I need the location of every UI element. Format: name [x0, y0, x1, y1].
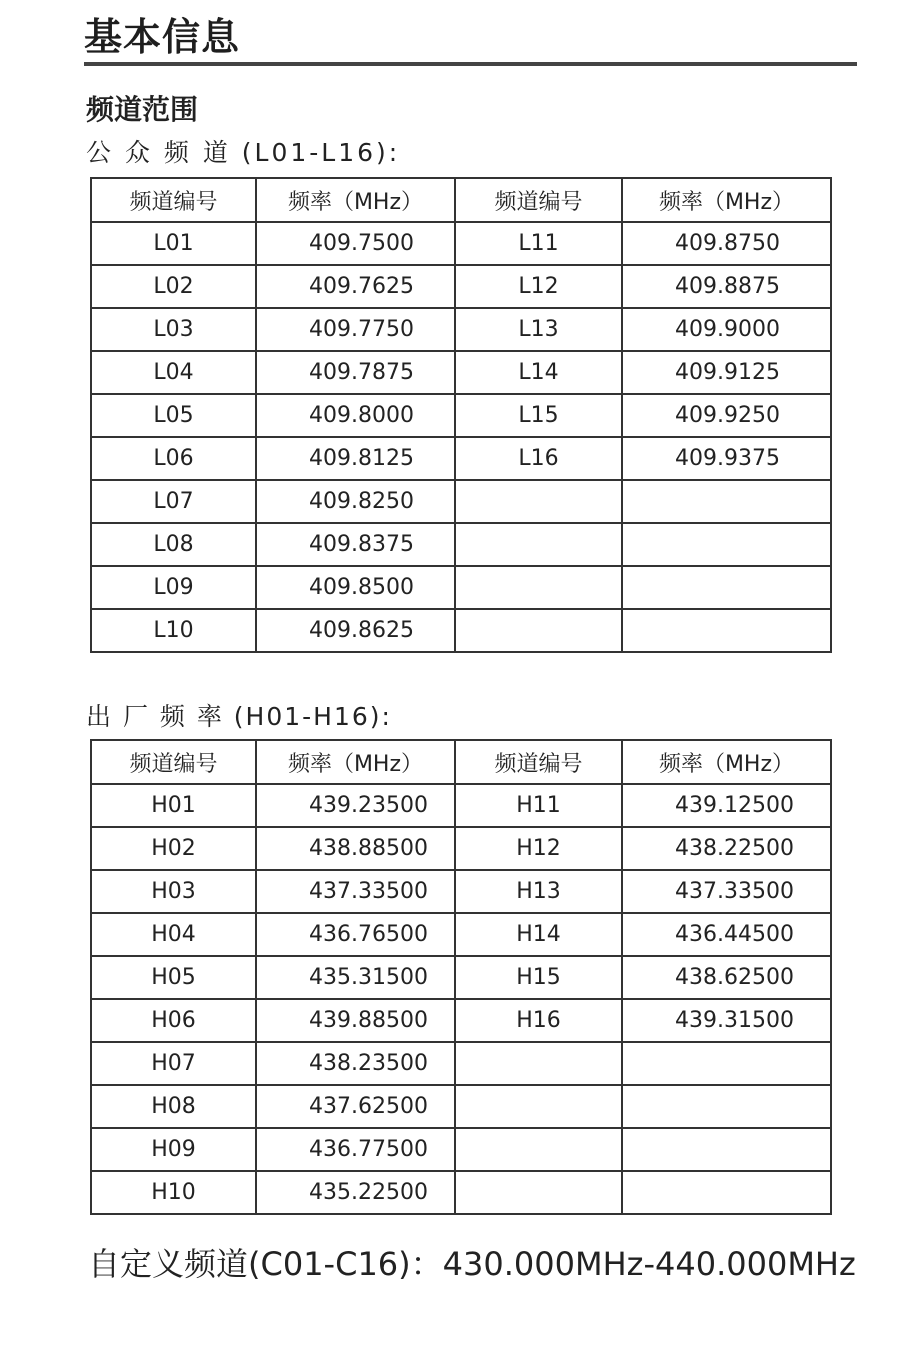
table-row	[91, 1085, 831, 1128]
frequency-cell: 409.8750	[622, 222, 831, 265]
table-row	[91, 870, 831, 913]
channel-id-cell: L10	[91, 609, 256, 652]
frequency-cell	[622, 566, 831, 609]
factory-channels-caption: 出 厂 频 率 (H01-H16):	[86, 702, 392, 731]
channel-id-cell: L01	[91, 222, 256, 265]
channel-id-cell: L15	[455, 394, 622, 437]
frequency-cell: 439.12500	[622, 784, 831, 827]
table-row	[91, 827, 831, 870]
frequency-cell: 437.33500	[622, 870, 831, 913]
channel-id-cell: L02	[91, 265, 256, 308]
column-header: 频率（MHz）	[256, 740, 455, 784]
frequency-cell: 436.77500	[256, 1128, 455, 1171]
frequency-cell	[622, 1042, 831, 1085]
table-row	[91, 480, 831, 523]
channel-id-cell: H14	[455, 913, 622, 956]
section-heading: 频道范围	[86, 93, 199, 126]
column-header: 频率（MHz）	[256, 178, 455, 222]
title-divider	[84, 62, 857, 66]
channel-id-cell	[455, 1128, 622, 1171]
table-row	[91, 566, 831, 609]
table-row	[91, 523, 831, 566]
table-row	[91, 1042, 831, 1085]
frequency-cell: 437.33500	[256, 870, 455, 913]
channel-id-cell: H08	[91, 1085, 256, 1128]
public-channels-body	[91, 222, 831, 652]
custom-channel-range-note: 自定义频道(C01-C16)：430.000MHz-440.000MHz	[88, 1245, 856, 1283]
channel-id-cell: L05	[91, 394, 256, 437]
channel-id-cell: L06	[91, 437, 256, 480]
frequency-cell: 409.9125	[622, 351, 831, 394]
channel-id-cell: H16	[455, 999, 622, 1042]
column-header: 频道编号	[91, 740, 256, 784]
frequency-cell: 409.8000	[256, 394, 455, 437]
frequency-cell: 438.23500	[256, 1042, 455, 1085]
table-row	[91, 394, 831, 437]
channel-id-cell: H02	[91, 827, 256, 870]
channel-id-cell	[455, 566, 622, 609]
column-header: 频率（MHz）	[622, 740, 831, 784]
channel-id-cell: L11	[455, 222, 622, 265]
frequency-cell: 409.8875	[622, 265, 831, 308]
channel-id-cell: L03	[91, 308, 256, 351]
frequency-cell: 409.8625	[256, 609, 455, 652]
frequency-cell	[622, 523, 831, 566]
channel-id-cell: L08	[91, 523, 256, 566]
channel-id-cell: H05	[91, 956, 256, 999]
column-header: 频道编号	[91, 178, 256, 222]
table-row	[91, 609, 831, 652]
frequency-cell: 409.7750	[256, 308, 455, 351]
channel-id-cell: H12	[455, 827, 622, 870]
frequency-cell: 435.31500	[256, 956, 455, 999]
frequency-cell: 439.31500	[622, 999, 831, 1042]
table-row	[91, 308, 831, 351]
frequency-cell: 438.62500	[622, 956, 831, 999]
frequency-cell: 439.88500	[256, 999, 455, 1042]
channel-id-cell: H06	[91, 999, 256, 1042]
frequency-cell: 436.76500	[256, 913, 455, 956]
frequency-cell: 409.9000	[622, 308, 831, 351]
frequency-cell: 409.8500	[256, 566, 455, 609]
channel-id-cell: H13	[455, 870, 622, 913]
frequency-cell	[622, 1085, 831, 1128]
table-row	[91, 1171, 831, 1214]
frequency-cell: 409.7875	[256, 351, 455, 394]
factory-channels-body	[91, 784, 831, 1214]
frequency-cell: 409.8125	[256, 437, 455, 480]
frequency-cell	[622, 480, 831, 523]
channel-id-cell: H15	[455, 956, 622, 999]
column-header: 频率（MHz）	[622, 178, 831, 222]
frequency-cell: 438.22500	[622, 827, 831, 870]
channel-id-cell: H04	[91, 913, 256, 956]
channel-id-cell: L13	[455, 308, 622, 351]
table-row	[91, 222, 831, 265]
frequency-cell: 435.22500	[256, 1171, 455, 1214]
column-header: 频道编号	[455, 178, 622, 222]
public-channels-table	[90, 177, 832, 653]
channel-id-cell: H10	[91, 1171, 256, 1214]
table-row	[91, 351, 831, 394]
table-header-row	[91, 178, 831, 222]
channel-id-cell: L04	[91, 351, 256, 394]
table-row	[91, 999, 831, 1042]
channel-id-cell: H11	[455, 784, 622, 827]
channel-id-cell: L14	[455, 351, 622, 394]
channel-id-cell	[455, 1085, 622, 1128]
channel-id-cell	[455, 1171, 622, 1214]
channel-id-cell: H07	[91, 1042, 256, 1085]
channel-id-cell: H03	[91, 870, 256, 913]
table-header-row	[91, 740, 831, 784]
channel-id-cell: L12	[455, 265, 622, 308]
column-header: 频道编号	[455, 740, 622, 784]
frequency-cell	[622, 609, 831, 652]
frequency-cell: 409.7625	[256, 265, 455, 308]
channel-id-cell	[455, 609, 622, 652]
table-row	[91, 437, 831, 480]
channel-id-cell: L09	[91, 566, 256, 609]
channel-id-cell: L16	[455, 437, 622, 480]
table-row	[91, 265, 831, 308]
channel-id-cell	[455, 1042, 622, 1085]
frequency-cell: 436.44500	[622, 913, 831, 956]
public-channels-caption: 公 众 频 道 (L01-L16):	[86, 138, 401, 167]
channel-id-cell: H01	[91, 784, 256, 827]
frequency-cell: 409.7500	[256, 222, 455, 265]
frequency-cell: 409.9250	[622, 394, 831, 437]
channel-id-cell: L07	[91, 480, 256, 523]
frequency-cell	[622, 1128, 831, 1171]
table-row	[91, 1128, 831, 1171]
table-row	[91, 784, 831, 827]
frequency-cell: 409.8375	[256, 523, 455, 566]
frequency-cell	[622, 1171, 831, 1214]
frequency-cell: 438.88500	[256, 827, 455, 870]
factory-channels-table	[90, 739, 832, 1215]
frequency-cell: 437.62500	[256, 1085, 455, 1128]
channel-id-cell	[455, 523, 622, 566]
channel-id-cell	[455, 480, 622, 523]
page-title: 基本信息	[84, 15, 241, 59]
frequency-cell: 439.23500	[256, 784, 455, 827]
table-row	[91, 913, 831, 956]
channel-id-cell: H09	[91, 1128, 256, 1171]
frequency-cell: 409.8250	[256, 480, 455, 523]
table-row	[91, 956, 831, 999]
frequency-cell: 409.9375	[622, 437, 831, 480]
